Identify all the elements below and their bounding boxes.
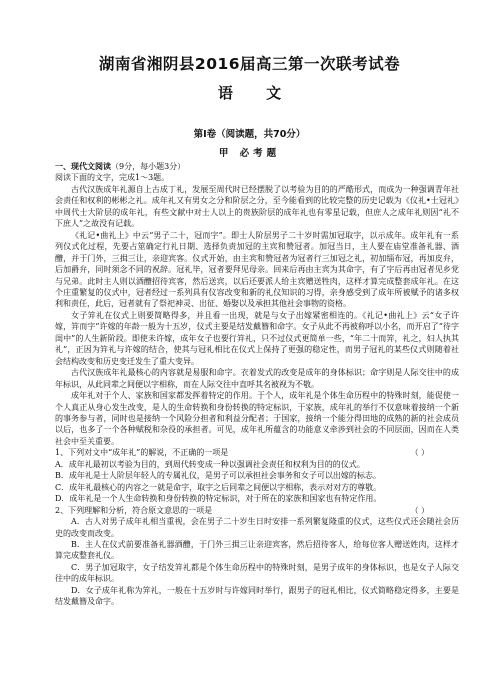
question-2-text: 2、下列理解和分析，符合原文意思的一项是: [55, 505, 213, 515]
option-c: C．男子加冠取字，女子结发笄礼都是个体生命历程中的特殊时刻，是男子成年的身体标识，也是女子人际交往中的成年标识。: [55, 562, 459, 584]
group-heading: 甲 必考题: [218, 148, 281, 159]
passage-paragraph: 成年礼对于个人、家族和国家都发挥着特定的作用。于个人，成年礼是个体生命历程中的特殊时刻，能促使一个人真正从身心发生改变，是人的生命转换和身份转换的特定标识，于家族，成年礼的举行不仅意味着接纳一个新的事务参与者，同时也是接纳一个风险分担者和利益分配者；于国家，接纳一个能分得田地的成熟的新的社会成员以后，也多了一个各种赋税和杂役的承担者。可见，成年礼所蕴含的功能意义牵涉到社会的不同层面，因而在人类社会中至关重要。: [55, 391, 459, 446]
option-b: B．成年礼是士人阶层年轻人的专属礼仪，是男子可以承担社会事务和女子可以出嫁的标志。: [55, 471, 381, 481]
passage-paragraph: 古代汉族成年礼最核心的内容就是易服和命字。衣着发式的改变是成年的身体标识；命字则是人际交往中的成年标识，从此同辈之间便以字相称，而在人际交往中直呼其名被视为不敬。: [55, 368, 459, 389]
option-b: B．主人在仪式前要准备礼器酒醴，于门外三揖三让亲迎宾客，然后招待客人，给每位客人赠送姓肉，这样才算完成整套礼仪。: [55, 539, 459, 561]
question-stem: [55, 505, 459, 516]
subject-title: 语 文: [217, 84, 296, 102]
section-heading: [55, 161, 459, 172]
passage-paragraph: 古代汉族成年礼源自上古成丁礼，发展至周代时已经摆脱了以考验为目的的严酷形式，而成为一种强调青年社会责任和权利的彬彬之礼。成年礼又有男女之分和阶层之分，至今能看到的比较完整的历史记载为《仪礼•士冠礼》中周代士大阶层的成年礼，有些文献中对士人以上的贵族阶层的成年礼也有零星记载，但庶人之成年礼则因“礼不下庶人”之故没有记载。: [55, 184, 459, 229]
section-points: （9分，每小题3分）: [111, 162, 186, 171]
passage-paragraph: 女子笄礼在仪式上则要简略得多，并且看一出现，就是与女子出嫁紧密相连的。《礼记•曲礼上》云“女子许嫁，笄而字”许嫁的年龄一般为十五岁，仪式主要是结发戴簪和命字。女子从此不再被称呼以小名，而开启了“待字闺中”的人生新阶段。即使未许嫁，成年女子也要行笄礼，只不过仪式更简单一些，“年二十而笄，礼之，妇人执其礼”，正因为笄礼与许嫁的结合，使其与冠礼相比在仪式上保持了更强的稳定性，而男子冠礼的某些仪式则随着社会结构改变和历史变迁发生了重大变异。: [55, 310, 459, 366]
question-1-text: 1、下列对文中“成年礼”的解说，不正确的一项是: [55, 448, 229, 458]
option-c: C．成年礼最核心的内容之一就是命字，取字之后同辈之间便以字相称，表示对对方的尊敬。: [55, 482, 382, 492]
passage-paragraph: 《礼记•曲礼上》中云“男子二十，冠而字”。即士人阶层男子二十岁时需加冠取字，以示成年。成年礼有一系列仪式化过程，先要占筮确定行礼日期、选择负责加冠的主宾和赞冠者。加冠当日，主人要在庙堂准备礼器、酒醴，并于门外，三揖三让，亲迎宾客。仪式开始，由主宾和赞冠者为冠者行三加冠之礼，初加缁布冠，再加皮弁，后加爵弁，同时须念不同的祝辞。冠礼毕，冠者要拜见母亲。回来后再由主宾为其命字，有了字后再由冠者见乡党与兄弟。此时主人则以酒醴招待宾客，然后送宾，以后还要派人给主宾赠送牲肉，这样才算完成整套成年礼。在这个庄重繁复的仪式中，冠者经过一系列具有仪容改变和新的礼仪知识的习得，亲身感受到了成年所被赋予的诸多权利和责任，此后，冠者就有了祭祀神灵、出征、婚娶以及承担其他社会事物的资格。: [55, 230, 459, 309]
part-heading: 第Ⅰ卷（阅读题，共70分）: [193, 129, 306, 140]
answer-blank: （ ）: [410, 505, 429, 515]
exam-title: 湖南省湘阴县2016届高三第一次联考试卷: [98, 55, 401, 73]
section-instruction: 阅读下面的文字，完成1～3题。: [55, 173, 170, 183]
answer-blank: （ ）: [410, 448, 429, 458]
option-a: A．成年礼最初以考验为目的，到周代转变成一种以强调社会责任和权利为目的的仪式。: [55, 459, 365, 469]
reading-section: [55, 161, 459, 608]
section-title: 一、现代文阅读: [55, 162, 111, 171]
option-a: A．古人对男子成年礼相当重视，会在男子二十岁生日时安排一系列繁复隆重的仪式，这些仪式还会随社会历史的改变而改变。: [55, 517, 459, 538]
option-d: D．女子成年礼称为笄礼，一般在十五岁时与许嫁同时举行，跟男子的冠礼相比，仪式简略稳定得多，主要是结发戴簪及命字。: [55, 585, 459, 607]
option-d: D．成年礼是一个人生命转换和身份转换的特定标识，对于所在的家族和国家也有特定作用。: [55, 494, 382, 504]
question-stem: [55, 447, 459, 458]
